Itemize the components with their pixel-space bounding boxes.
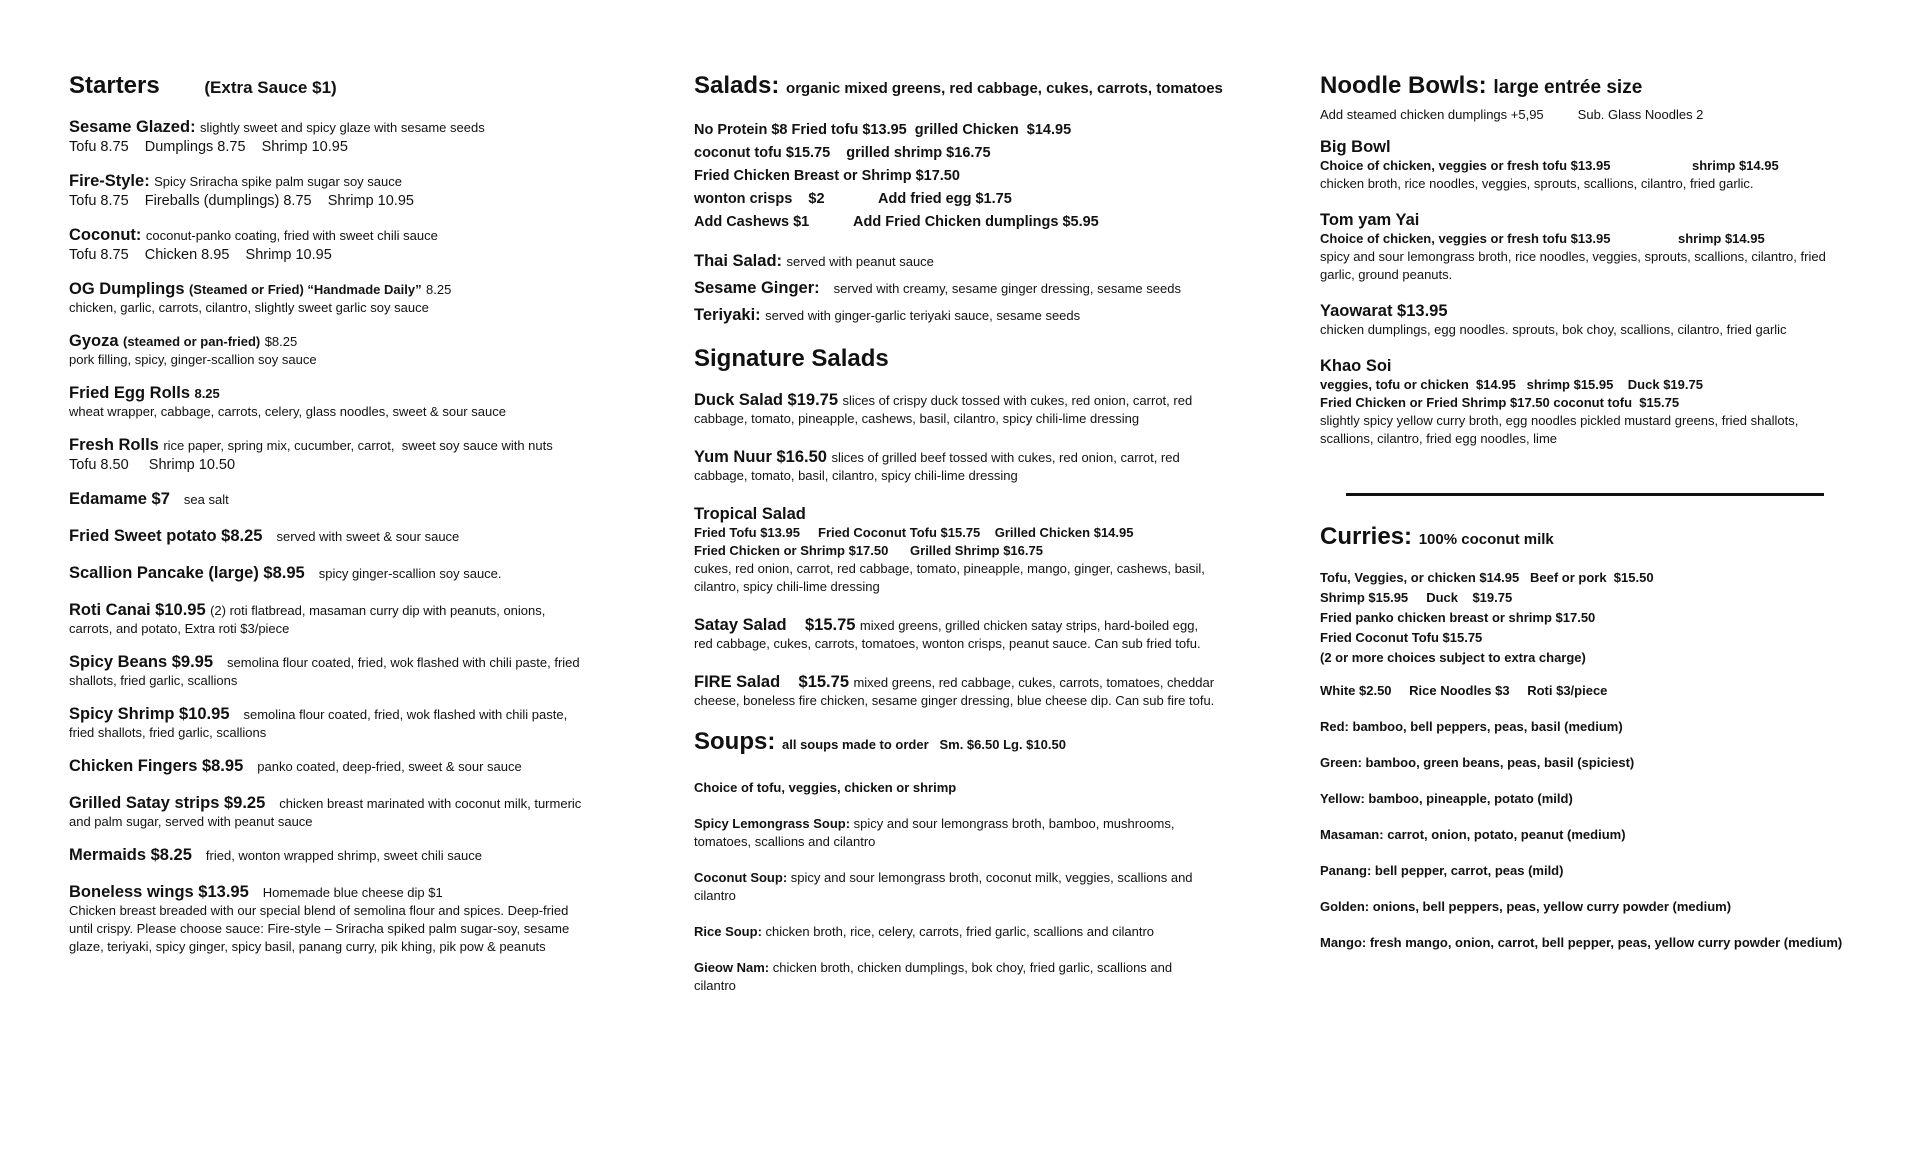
salads-title: Salads: <box>694 72 780 99</box>
soup-choice: Choice of tofu, veggies, chicken or shrimp <box>694 780 957 795</box>
soups-title: Soups: <box>694 728 776 755</box>
extra-sauce-note: (Extra Sauce $1) <box>204 78 337 97</box>
salads-heading <box>694 70 1274 105</box>
soups-subtitle: all soups made to order Sm. $6.50 Lg. $10.50 <box>782 737 1066 752</box>
soups-heading <box>694 726 1274 761</box>
salad-styles: Thai Salad: served with peanut sauce Sesame Ginger: served with creamy, sesame ginger dressing, sesame seeds Teriyaki: served with ginger-garlic teriyaki sauce, sesame seeds <box>694 252 1181 324</box>
menu-item: Rice Soup: chicken broth, rice, celery, carrots, fried garlic, scallions and cilantro <box>694 924 1155 939</box>
curry-type: Masaman: carrot, onion, potato, peanut (medium) <box>1320 827 1626 842</box>
menu-item: Fried Egg Rolls 8.25 wheat wrapper, cabbage, carrots, celery, glass noodles, sweet & sour sauce <box>69 384 506 419</box>
menu-item: Yaowarat $13.95 chicken dumplings, egg noodles. sprouts, bok choy, scallions, cilantro, fried garlic <box>1320 302 1787 337</box>
menu-item: Coconut: coconut-panko coating, fried with sweet chili sauce Tofu 8.75 Chicken 8.95 Shrimp 10.95 <box>69 226 438 263</box>
menu-item: Spicy Lemongrass Soup: spicy and sour lemongrass broth, bamboo, mushrooms, tomatoes, scallions and cilantro <box>694 816 1175 849</box>
menu-item: Edamame $7 sea salt <box>69 490 229 508</box>
menu-item: Tom yam Yai Choice of chicken, veggies or fresh tofu $13.95 shrimp $14.95 spicy and sour lemongrass broth, rice noodles, veggies, sprouts, scallions, cilantro, fried garlic, ground peanuts. <box>1320 211 1826 282</box>
noodles-subtitle: large entrée size <box>1493 77 1643 98</box>
menu-item: Spicy Beans $9.95 semolina flour coated, fried, wok flashed with chili paste, fried shallots, fried garlic, scallions <box>69 653 580 688</box>
curry-extras: White $2.50 Rice Noodles $3 Roti $3/piece <box>1320 683 1608 698</box>
menu-item: Khao Soi veggies, tofu or chicken $14.95 shrimp $15.95 Duck $19.75 Fried Chicken or Fried Shrimp $17.50 coconut tofu $15.75 slightly spicy yellow curry broth, egg noodles pickled mustard greens, fried shallots, scallions, cilantro, fried egg noodles, lime <box>1320 357 1799 446</box>
curry-prices: Tofu, Veggies, or chicken $14.95 Beef or pork $15.50 Shrimp $15.95 Duck $19.75 Fried panko chicken breast or shrimp $17.50 Fried Coconut Tofu $15.75 (2 or more choices subject to extra charge) <box>1320 570 1654 665</box>
menu-item: Mermaids $8.25 fried, wonton wrapped shrimp, sweet chili sauce <box>69 846 482 864</box>
curry-type: Panang: bell pepper, carrot, peas (mild) <box>1320 863 1564 878</box>
menu-item: Scallion Pancake (large) $8.95 spicy ginger-scallion soy sauce. <box>69 564 502 582</box>
menu-item: Gyoza (steamed or pan-fried) $8.25 pork filling, spicy, ginger-scallion soy sauce <box>69 332 317 367</box>
menu-item: Gieow Nam: chicken broth, chicken dumplings, bok choy, fried garlic, scallions and cilantro <box>694 960 1173 993</box>
menu-item: FIRE Salad $15.75 mixed greens, red cabbage, cukes, carrots, tomatoes, cheddar cheese, boneless fire chicken, sesame ginger dressing, blue cheese dip. Can sub fire tofu. <box>694 673 1215 708</box>
noodles-title: Noodle Bowls: <box>1320 72 1487 99</box>
curry-type: Yellow: bamboo, pineapple, potato (mild) <box>1320 791 1573 806</box>
signature-salads-title: Signature Salads <box>694 345 889 372</box>
menu-item: Big Bowl Choice of chicken, veggies or fresh tofu $13.95 shrimp $14.95 chicken broth, rice noodles, veggies, sprouts, scallions, cilantro, fried garlic. <box>1320 138 1779 191</box>
curries-heading <box>1320 521 1880 556</box>
starters-column <box>69 70 629 971</box>
curries-title: Curries: <box>1320 523 1413 550</box>
noodles-heading <box>1320 70 1880 104</box>
menu-item: Fried Sweet potato $8.25 served with sweet & sour sauce <box>69 527 460 545</box>
curry-types <box>1320 718 1880 952</box>
menu-item: Coconut Soup: spicy and sour lemongrass broth, coconut milk, veggies, scallions and cilantro <box>694 870 1193 903</box>
menu-item: Fresh Rolls rice paper, spring mix, cucumber, carrot, sweet soy sauce with nuts Tofu 8.50 Shrimp 10.50 <box>69 436 553 473</box>
salad-protein-options: No Protein $8 Fried tofu $13.95 grilled Chicken $14.95 coconut tofu $15.75 grilled shrimp $16.75 Fried Chicken Breast or Shrimp $17.50 wonton crisps $2 Add fried egg $1.75 Add Cashews $1 Add Fried Chicken dumplings $5.95 <box>694 122 1099 230</box>
menu-item: Chicken Fingers $8.95 panko coated, deep-fried, sweet & sour sauce <box>69 757 522 775</box>
curry-type: Green: bamboo, green beans, peas, basil (spiciest) <box>1320 755 1635 770</box>
curry-type: Red: bamboo, bell peppers, peas, basil (medium) <box>1320 719 1623 734</box>
menu-item: Yum Nuur $16.50 slices of grilled beef tossed with cukes, red onion, carrot, red cabbage, tomato, basil, cilantro, spicy chili-lime dressing <box>694 448 1180 483</box>
salads-column <box>694 70 1274 1010</box>
menu-item: Spicy Shrimp $10.95 semolina flour coated, fried, wok flashed with chili paste, fried shallots, fried garlic, scallions <box>69 705 568 740</box>
menu-item: Tropical Salad Fried Tofu $13.95 Fried Coconut Tofu $15.75 Grilled Chicken $14.95 Fried Chicken or Shrimp $17.50 Grilled Shrimp $16.75 cukes, red onion, carrot, red cabbage, tomato, pineapple, mango, ginger, cashews, basil, cilantro, spicy chili-lime dressing <box>694 505 1205 594</box>
starters-heading <box>69 70 629 104</box>
menu-item: Grilled Satay strips $9.25 chicken breast marinated with coconut milk, turmeric and palm sugar, served with peanut sauce <box>69 794 582 829</box>
menu-item: Satay Salad $15.75 mixed greens, grilled chicken satay strips, hard-boiled egg, red cabbage, cukes, carrots, tomatoes, wonton crisps, peanut sauce. Can sub fried tofu. <box>694 616 1201 651</box>
section-divider <box>1346 493 1824 496</box>
menu-item: Sesame Glazed: slightly sweet and spicy glaze with sesame seeds Tofu 8.75 Dumplings 8.75 Shrimp 10.95 <box>69 118 485 155</box>
noodle-addons: Add steamed chicken dumplings +5,95 Sub. Glass Noodles 2 <box>1320 107 1704 122</box>
curry-type: Mango: fresh mango, onion, carrot, bell pepper, peas, yellow curry powder (medium) <box>1320 935 1843 950</box>
menu-item: Duck Salad $19.75 slices of crispy duck tossed with cukes, red onion, carrot, red cabbage, tomato, pineapple, cashews, basil, cilantro, spicy chili-lime dressing <box>694 391 1193 426</box>
starters-title: Starters <box>69 72 160 99</box>
menu-item: Boneless wings $13.95 Homemade blue cheese dip $1 Chicken breast breaded with our special blend of semolina flour and spices. Deep-fried until crispy. Please choose sauce: Fire-style – Sriracha spiked palm sugar-soy, sesame glaze, teriyaki, spicy ginger, spicy basil, panang curry, pik khing, pik pow & peanuts <box>69 883 570 954</box>
menu-item: Roti Canai $10.95 (2) roti flatbread, masaman curry dip with peanuts, onions, carrots, and potato, Extra roti $3/piece <box>69 601 546 636</box>
menu-item: OG Dumplings (Steamed or Fried) “Handmade Daily” 8.25 chicken, garlic, carrots, cilantro, slightly sweet garlic soy sauce <box>69 280 452 315</box>
curries-subtitle: 100% coconut milk <box>1418 531 1554 548</box>
curry-type: Golden: onions, bell peppers, peas, yellow curry powder (medium) <box>1320 899 1732 914</box>
salads-subtitle: organic mixed greens, red cabbage, cukes, carrots, tomatoes <box>786 80 1223 97</box>
menu-item: Fire-Style: Spicy Sriracha spike palm sugar soy sauce Tofu 8.75 Fireballs (dumplings) 8.75 Shrimp 10.95 <box>69 172 414 209</box>
noodles-column <box>1320 70 1880 952</box>
